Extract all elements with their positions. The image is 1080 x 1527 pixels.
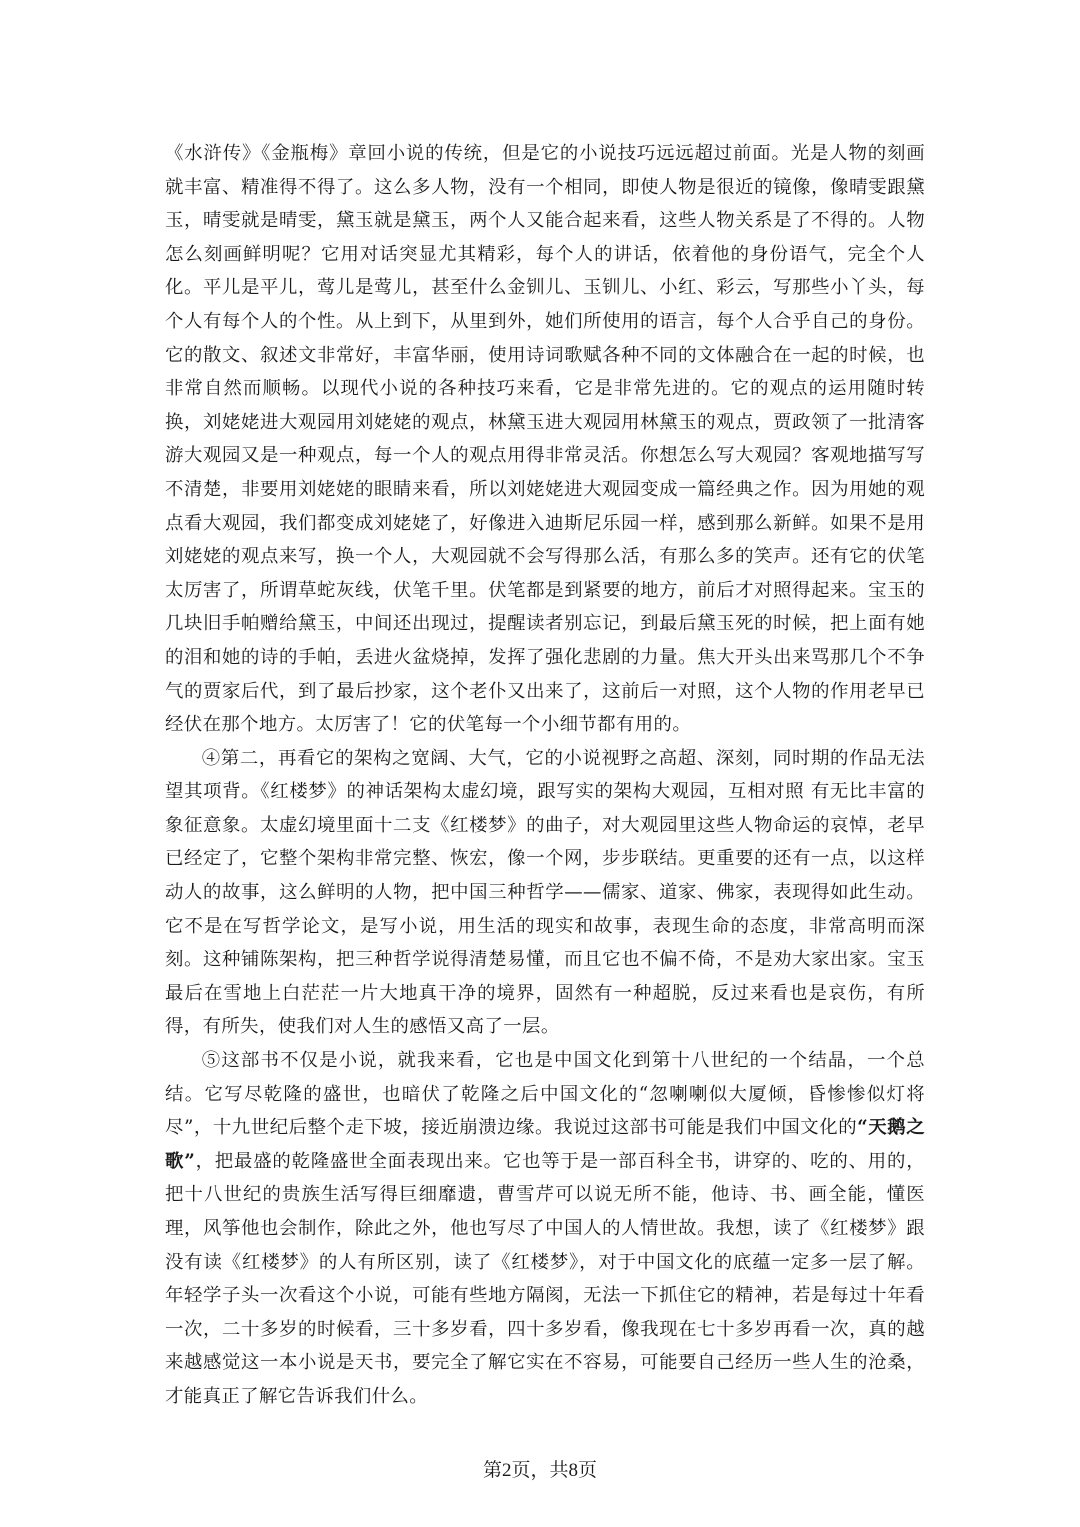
- paragraph-5: [165, 1044, 925, 1414]
- paragraph-3-continuation: 《水浒传》《金瓶梅》章回小说的传统，但是它的小说技巧远远超过前面。光是人物的刻画就丰富、精准得不得了。这么多人物，没有一个相同，即使人物是很近的镜像，像晴雯跟黛玉，晴雯就是晴雯，黛玉就是黛玉，两个人又能合起来看，这些人物关系是了不得的。人物怎么刻画鲜明呢？它用对话突显尤其精彩，每个人的讲话，依着他的身份语气，完全个人化。平儿是平儿，莺儿是莺儿，甚至什么金钏儿、玉钏儿、小红、彩云，写那些小丫头，每个人有每个人的个性。从上到下，从里到外，她们所使用的语言，每个人合乎自己的身份。它的散文、叙述文非常好，丰富华丽，使用诗词歌赋各种不同的文体融合在一起的时候，也非常自然而顺畅。以现代小说的各种技巧来看，它是非常先进的。它的观点的运用随时转换，刘姥姥进大观园用刘姥姥的观点，林黛玉进大观园用林黛玉的观点，贾政领了一批清客游大观园又是一种观点，每一个人的观点用得非常灵活。你想怎么写大观园？客观地描写写不清楚，非要用刘姥姥的眼睛来看，所以刘姥姥进大观园变成一篇经典之作。因为用她的观点看大观园，我们都变成刘姥姥了，好像进入迪斯尼乐园一样，感到那么新鲜。如果不是用刘姥姥的观点来写，换一个人，大观园就不会写得那么活，有那么多的笑声。还有它的伏笔太厉害了，所谓草蛇灰线，伏笔千里。伏笔都是到紧要的地方，前后才对照得起来。宝玉的几块旧手帕赠给黛玉，中间还出现过，提醒读者别忘记，到最后黛玉死的时候，把上面有她的泪和她的诗的手帕，丢进火盆烧掉，发挥了强化悲剧的力量。焦大开头出来骂那几个不争气的贾家后代，到了最后抄家，这个老仆又出来了，这前后一对照，这个人物的作用老早已经伏在那个地方。太厉害了！它的伏笔每一个小细节都有用的。: [165, 143, 925, 736]
- paragraph-5-text-a: ⑤这部书不仅是小说，就我来看，它也是中国文化到第十八世纪的一个结晶，一个总结。它写尽乾隆的盛世，也暗伏了乾隆之后中国文化的“忽喇喇似大厦倾，昏惨惨似灯将尽”，十九世纪后整个走下坡，接近崩溃边缘。我说过这部书可能是我们中国文化的: [165, 1050, 925, 1139]
- paragraph-5-text-b: ，把最盛的乾隆盛世全面表现出来。它也等于是一部百科全书，讲穿的、吃的、用的，把十八世纪的贵族生活写得巨细靡遗，曹雪芹可以说无所不能，他诗、书、画全能，懂医理，风筝他也会制作，除此之外，他也写尽了中国人的人情世故。我想，读了《红楼梦》跟没有读《红楼梦》的人有所区别，读了《红楼梦》，对于中国文化的底蕴一定多一层了解。年轻学子头一次看这个小说，可能有些地方隔阂，无法一下抓住它的精神，若是每过十年看一次，二十多岁的时候看，三十多岁看，四十多岁看，像我现在七十多岁再看一次，真的越来越感觉这一本小说是天书，要完全了解它实在不容易，可能要自己经历一些人生的沧桑，才能真正了解它告诉我们什么。: [165, 1150, 925, 1407]
- page-number-footer: 第2页，共8页: [482, 1460, 597, 1481]
- swan-song-emphasis: “天鹅之歌”: [165, 1117, 926, 1172]
- body-text: [165, 137, 925, 1414]
- paragraph-4: ④第二，再看它的架构之宽阔、大气，它的小说视野之高超、深刻，同时期的作品无法望其项背。《红楼梦》的神话架构太虚幻境，跟写实的架构大观园，互相对照 有无比丰富的象征意象。太虚幻境里面十二支《红楼梦》的曲子，对大观园里这些人物命运的哀悼，老早已经定了，它整个架构非常完整、恢宏，像一个网，步步联结。更重要的还有一点，以这样动人的故事，这么鲜明的人物，把中国三种哲学——儒家、道家、佛家，表现得如此生动。它不是在写哲学论文，是写小说，用生活的现实和故事，表现生命的态度，非常高明而深刻。这种铺陈架构，把三种哲学说得清楚易懂，而且它也不偏不倚，不是劝大家出家。宝玉最后在雪地上白茫茫一片大地真干净的境界，固然有一种超脱，反过来看也是哀伤，有所得，有所失，使我们对人生的感悟又高了一层。: [165, 747, 925, 1038]
